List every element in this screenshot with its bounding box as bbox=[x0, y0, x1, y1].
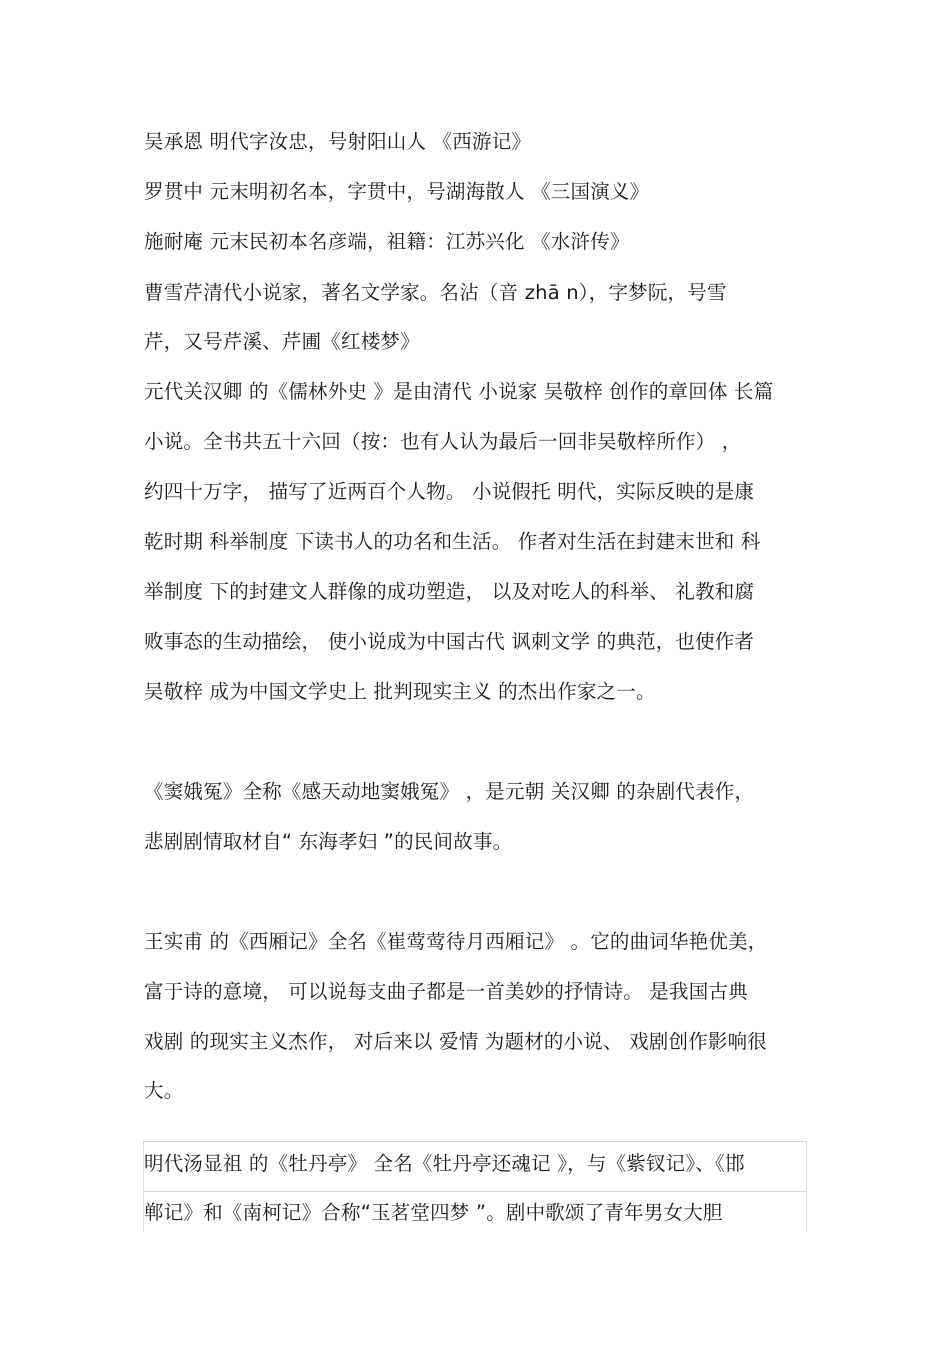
text-line: 吴承恩 明代字汝忠，号射阳山人 《西游记》 bbox=[144, 130, 532, 153]
text-line: 曹雪芹清代小说家，著名文学家。名沾（音 zhā n），字梦阮，号雪 bbox=[144, 281, 727, 304]
text-line: 败事态的生动描绘， 使小说成为中国古代 讽刺文学 的典范，也使作者 bbox=[144, 630, 755, 653]
text-line: 约四十万字， 描写了近两百个人物。 小说假托 明代，实际反映的是康 bbox=[144, 480, 755, 503]
text-line: 小说。全书共五十六回（按：也有人认为最后一回非吴敬梓所作） ， bbox=[144, 430, 742, 453]
text-line: 郸记》和《南柯记》合称“玉茗堂四梦 ”。剧中歌颂了青年男女大胆 bbox=[144, 1201, 723, 1224]
text-line: 举制度 下的封建文人群像的成功塑造， 以及对吃人的科举、 礼教和腐 bbox=[144, 580, 755, 603]
text-line: 明代汤显祖 的《牡丹亭》 全名《牡丹亭还魂记 》，与《紫钗记》、《邯 bbox=[144, 1152, 745, 1175]
text-line: 元代关汉卿 的《儒林外史 》是由清代 小说家 吴敬梓 创作的章回体 长篇 bbox=[144, 380, 774, 403]
table-divider bbox=[143, 1191, 807, 1192]
text-line: 大。 bbox=[144, 1079, 184, 1102]
text-line: 《窦娥冤》全称《感天动地窦娥冤》 ，是元朝 关汉卿 的杂剧代表作， bbox=[144, 780, 755, 803]
text-line: 吴敬梓 成为中国文学史上 批判现实主义 的杰出作家之一。 bbox=[144, 680, 656, 703]
text-line: 戏剧 的现实主义杰作， 对后来以 爱情 为题材的小说、 戏剧创作影响很 bbox=[144, 1030, 767, 1053]
text-line: 悲剧剧情取材自“ 东海孝妇 ”的民间故事。 bbox=[144, 830, 513, 853]
text-line: 芹，又号芹溪、芹圃《红楼梦》 bbox=[144, 330, 420, 353]
text-line: 罗贯中 元末明初名本，字贯中，号湖海散人 《三国演义》 bbox=[144, 180, 650, 203]
text-line: 施耐庵 元末民初本名彦端，祖籍：江苏兴化 《水浒传》 bbox=[144, 230, 630, 253]
text-line: 乾时期 科举制度 下读书人的功名和生活。 作者对生活在封建末世和 科 bbox=[144, 530, 761, 553]
text-line: 富于诗的意境， 可以说每支曲子都是一首美妙的抒情诗。 是我国古典 bbox=[144, 980, 748, 1003]
text-line: 王实甫 的《西厢记》全名《崔莺莺待月西厢记》 。它的曲词华艳优美， bbox=[144, 930, 768, 953]
